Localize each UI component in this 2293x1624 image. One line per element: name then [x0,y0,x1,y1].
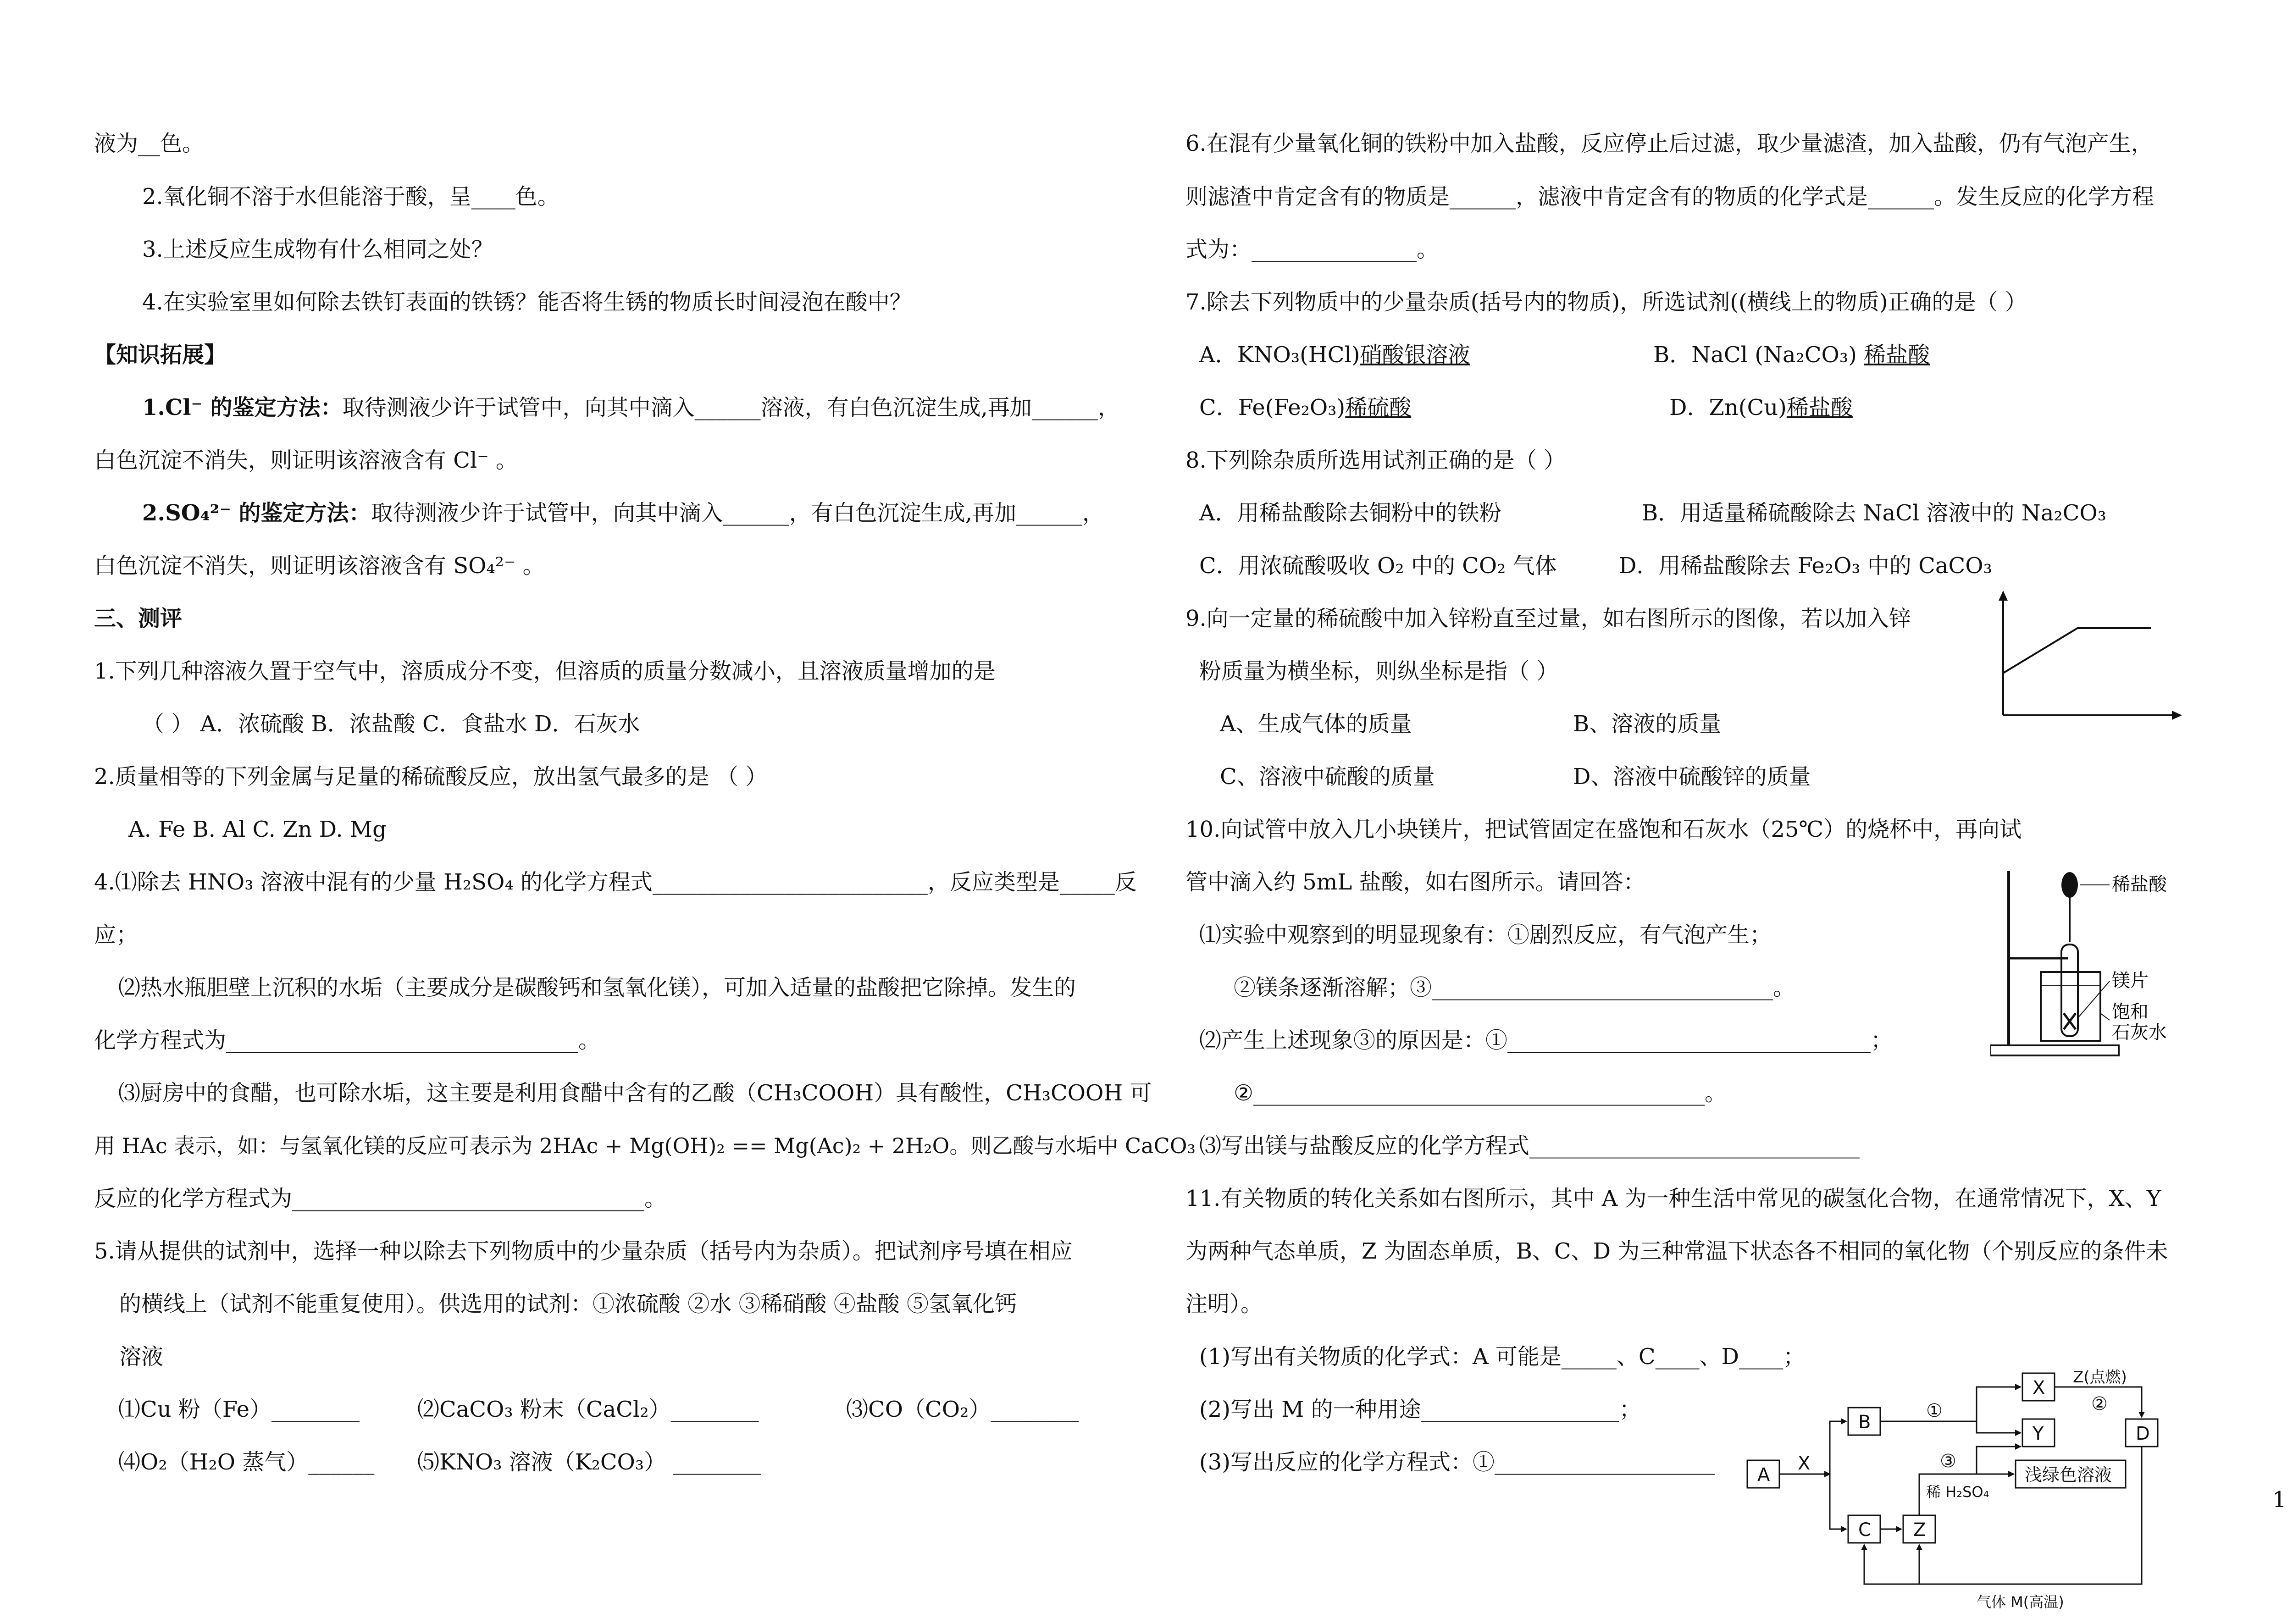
section-heading: 【知识拓展】 [94,342,227,368]
chloride-test-text: 取待测液少许于试管中，向其中滴入______溶液，有白色沉淀生成,再加______， [342,395,1120,420]
chloride-test-tail: 白色沉淀不消失，则证明该溶液含有 Cl⁻ 。 [94,447,518,473]
question-8-option-b: B．用适量稀硫酸除去 NaCl 溶液中的 Na₂CO₃ [1642,500,2106,526]
question-9-cont: 粉质量为横坐标，则纵坐标是指（ ） [1199,658,1559,684]
eval-question-5-item-2: ⑵CaCO₃ 粉末（CaCl₂）________ [417,1397,759,1422]
option-c-text: C．Fe(Fe₂O₃) [1199,395,1346,420]
question-11: 11.有关物质的转化关系如右图所示，其中 A 为一种生活中常见的碳氢化合物，在通常情况下，X、Y [1185,1186,2161,1211]
label-reaction-3: ③ [1940,1451,1956,1472]
eval-question-5-item-3: ⑶CO（CO₂）________ [846,1397,1079,1422]
question-4: 4.在实验室里如何除去铁钉表面的铁锈？能否将生锈的物质长时间浸泡在酸中？ [142,289,912,315]
dropper-bulb-icon [2061,872,2078,898]
arrow-to-b [1830,1421,1846,1474]
apparatus-figure [1990,862,2210,1064]
eval-question-5-item-5: ⑸KNO₃ 溶液（K₂CO₃） ________ [417,1449,761,1475]
label-hcl: 稀盐酸 [2112,874,2167,895]
eval-question-4c: ⑶厨房中的食醋，也可除水垢，这主要是利用食醋中含有的乙酸（CH₃COOH）具有酸性，CH₃COOH 可 [118,1080,1152,1106]
label-b: B [1858,1412,1871,1433]
question-7: 7.除去下列物质中的少量杂质(括号内的物质)，所选试剂((横线上的物质)正确的是（ ） [1185,289,2027,315]
label-c: C [1858,1519,1871,1541]
question-2: 2.氧化铜不溶于水但能溶于酸，呈____色。 [142,184,559,210]
label-green-solution: 浅绿色溶液 [2025,1465,2112,1485]
reaction-flowchart [1738,1369,2224,1623]
option-b-reagent: 稀盐酸 [1864,342,1930,368]
question-8-option-d: D．用稀盐酸除去 Fe₂O₃ 中的 CaCO₃ [1619,553,1992,579]
question-11-part-2: (2)写出 M 的一种用途__________________； [1199,1397,1641,1422]
option-d-reagent: 稀盐酸 [1786,395,1853,420]
chloride-test-heading: 1.Cl⁻ 的鉴定方法： [142,395,343,420]
question-10-part-1: ⑴实验中观察到的明显现象有：①剧烈反应，有气泡产生； [1199,922,1772,948]
section-3-heading: 三、测评 [94,606,183,631]
sulfate-test-heading: 2.SO₄²⁻ 的鉴定方法： [142,500,371,526]
question-7-option-a [1199,341,1470,369]
question-9-graph [1995,587,2188,724]
question-10-part-3: ⑶写出镁与盐酸反应的化学方程式______________________________ [1199,1133,1860,1159]
question-9-option-d: D、溶液中硫酸锌的质量 [1573,764,1811,790]
eval-question-4c-end: 反应的化学方程式为________________________________。 [94,1186,667,1211]
y-axis-arrow-icon [1999,591,2008,601]
question-11-part-3: (3)写出反应的化学方程式：①____________________ [1199,1449,1715,1475]
magnesium-pieces [2064,1013,2076,1029]
arrow-to-y-2 [1977,1447,2021,1474]
arrow-to-c [1830,1474,1846,1529]
question-7-option-d [1669,393,1853,422]
page-number: 1 [2272,1487,2287,1513]
label-a: A [1757,1464,1770,1486]
chloride-test [142,393,1120,422]
option-b-text: B．NaCl (Na₂CO₃) [1653,342,1864,368]
question-9-option-a: A、生成气体的质量 [1220,711,1412,737]
eval-question-5-item-1: ⑴Cu 粉（Fe）________ [118,1397,360,1422]
question-11-cont: 为两种气态单质，Z 为固态单质，B、C、D 为三种常温下状态各不相同的氧化物（个别反应的条件未 [1185,1238,2168,1264]
label-gas-m: 气体 M(高温) [1977,1593,2064,1611]
stand-base [1990,1045,2119,1055]
question-10-part-1b: ②镁条逐渐溶解；③_______________________________。 [1234,975,1795,1000]
option-d-text: D．Zn(Cu) [1669,395,1787,420]
option-a-text: A．KNO₃(HCl) [1199,342,1360,368]
label-reaction-2: ② [2091,1393,2108,1414]
eval-question-1-options: （ ） A．浓硫酸 B．浓盐酸 C．食盐水 D．石灰水 [142,711,640,737]
question-7-option-c [1199,393,1411,422]
question-8-option-c: C．用浓硫酸吸收 O₂ 中的 CO₂ 气体 [1199,553,1557,579]
arrow-to-y [1977,1421,2021,1433]
question-6: 6.在混有少量氧化铜的铁粉中加入盐酸，反应停止后过滤，取少量滤渣，加入盐酸，仍有气泡产生， [1185,131,2153,156]
text-line: 液为__色。 [94,131,205,156]
label-y: Y [2033,1423,2044,1444]
label-d: D [2136,1423,2150,1444]
option-c-reagent: 稀硫酸 [1345,395,1412,420]
question-6-end: 式为：_______________。 [1185,237,1439,262]
question-6-cont: 则滤渣中肯定含有的物质是______，滤液中肯定含有的物质的化学式是______。发生反应的化学方程 [1185,184,2155,210]
label-x: X [2033,1377,2045,1398]
label-line-lime [2100,1013,2110,1020]
label-z: Z [1913,1519,1926,1541]
eval-question-4b: ⑵热水瓶胆壁上沉积的水垢（主要成分是碳酸钙和氢氧化镁），可加入适量的盐酸把它除掉。发生的 [118,975,1076,1000]
eval-question-4a: 4.⑴除去 HNO₃ 溶液中混有的少量 H₂SO₄ 的化学方程式_________________________，反应类型是_____反 [94,869,1137,895]
eval-question-4b-cont: 化学方程式为________________________________。 [94,1027,601,1053]
label-arrow-x: X [1798,1453,1811,1474]
eval-question-5-cont: 的横线上（试剂不能重复使用）。供选用的试剂：①浓硫酸 ②水 ③稀硝酸 ④盐酸 ⑤氢氧化钙 [119,1291,1017,1317]
eval-question-1: 1.下列几种溶液久置于空气中，溶质成分不变，但溶质的质量分数减小，且溶液质量增加的是 [94,658,996,684]
eval-question-2: 2.质量相等的下列金属与足量的稀硫酸反应，放出氢气最多的是 （ ） [94,764,768,790]
question-8: 8.下列除杂质所选用试剂正确的是（ ） [1185,447,1566,473]
label-reaction-1: ① [1926,1400,1943,1421]
sulfate-test [142,499,1104,527]
question-10-part-2b: ②_________________________________________。 [1234,1080,1727,1106]
label-mg: 镁片 [2112,970,2149,991]
option-a-reagent: 硝酸银溶液 [1360,342,1470,368]
arrow-to-x [1977,1387,2021,1421]
label-lime-2: 石灰水 [2112,1022,2167,1043]
x-axis-arrow-icon [2172,711,2182,720]
eval-question-5-cont2: 溶液 [119,1344,164,1370]
label-z-ignite: Z(点燃) [2073,1369,2127,1386]
eval-question-5-item-4: ⑷O₂（H₂O 蒸气）______ [118,1449,375,1475]
question-10: 10.向试管中放入几小块镁片，把试管固定在盛饱和石灰水（25℃）的烧杯中，再向试 [1185,817,2022,842]
sulfate-test-tail: 白色沉淀不消失，则证明该溶液含有 SO₄²⁻ 。 [94,553,545,579]
question-9-option-b: B、溶液的质量 [1573,711,1722,737]
question-7-option-b [1653,341,1930,369]
question-3: 3.上述反应生成物有什么相同之处？ [142,237,493,262]
label-dilute-acid: 稀 H₂SO₄ [1926,1483,1989,1501]
question-8-option-a: A．用稀盐酸除去铜粉中的铁粉 [1199,500,1501,526]
label-line-mg [2078,981,2110,1018]
beaker [2041,972,2100,1041]
graph-curve [2003,628,2151,673]
question-10-part-2: ⑵产生上述现象③的原因是：①_________________________________； [1199,1027,1893,1053]
eval-question-5: 5.请从提供的试剂中，选择一种以除去下列物质中的少量杂质（括号内为杂质）。把试剂序号填在相应 [94,1238,1073,1264]
question-9-option-c: C、溶液中硫酸的质量 [1220,764,1435,790]
eval-question-4a-cont: 应； [94,922,138,948]
eval-question-2-options: A. Fe B. Al C. Zn D. Mg [128,817,387,842]
question-9: 9.向一定量的稀硫酸中加入锌粉直至过量，如右图所示的图像，若以加入锌 [1185,606,1911,631]
question-11-part-1: (1)写出有关物质的化学式：A 可能是_____、C____、D____； [1199,1344,1806,1370]
question-10-cont: 管中滴入约 5mL 盐酸，如右图所示。请回答： [1185,869,1645,895]
label-lime-1: 饱和 [2112,1001,2149,1022]
sulfate-test-text: 取待测液少许于试管中，向其中滴入______，有白色沉淀生成,再加______， [371,500,1104,526]
eval-question-4c-cont: 用 HAc 表示，如：与氢氧化镁的反应可表示为 2HAc + Mg(OH)₂ == Mg(Ac)₂ + 2H₂O。则乙酸与水垢中 CaCO₃ [94,1133,1196,1158]
question-11-cont2: 注明）。 [1185,1291,1263,1317]
